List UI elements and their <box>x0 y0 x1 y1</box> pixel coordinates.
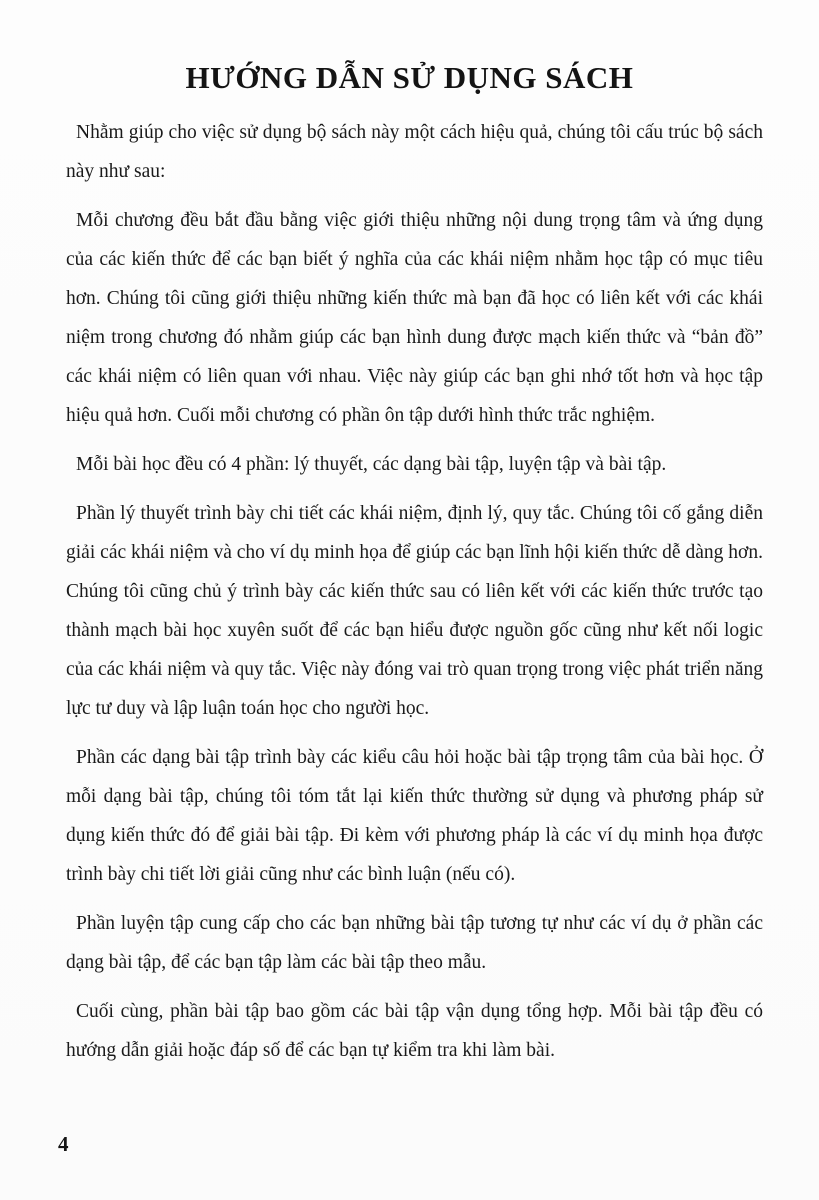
paragraph-practice: Phần luyện tập cung cấp cho các bạn những bài tập tương tự như các ví dụ ở phần các dạng bài tập, để các bạn tập làm các bài tập theo mẫu. <box>66 913 763 973</box>
paragraph-theory: Phần lý thuyết trình bày chi tiết các khái niệm, định lý, quy tắc. Chúng tôi cố gắng diễn giải các khái niệm và cho ví dụ minh họa để giúp các bạn lĩnh hội kiến thức dễ dàng hơn. Chúng tôi cũng chủ ý trình bày các kiến thức sau có liên kết với các kiến thức trước tạo thành mạch bài học xuyên suốt để các bạn hiểu được nguồn gốc cũng như kết nối logic của các khái niệm và quy tắc. Việc này đóng vai trò quan trọng trong việc phát triển năng lực tư duy và lập luận toán học cho người học. <box>66 503 763 719</box>
paragraph-exercises: Cuối cùng, phần bài tập bao gồm các bài tập vận dụng tổng hợp. Mỗi bài tập đều có hướng dẫn giải hoặc đáp số để các bạn tự kiểm tra khi làm bài. <box>66 1001 763 1061</box>
paragraph-exercise-types: Phần các dạng bài tập trình bày các kiểu câu hỏi hoặc bài tập trọng tâm của bài học. Ở mỗi dạng bài tập, chúng tôi tóm tắt lại kiến thức thường sử dụng và phương pháp sử dụng kiến thức đó để giải bài tập. Đi kèm với phương pháp là các ví dụ minh họa được trình bày chi tiết lời giải cũng như các bình luận (nếu có). <box>66 747 763 885</box>
body-text <box>66 113 763 1080</box>
paragraph-lesson-parts: Mỗi bài học đều có 4 phần: lý thuyết, các dạng bài tập, luyện tập và bài tập. <box>76 454 667 475</box>
page-number: 4 <box>58 1132 69 1156</box>
paragraph-intro: Nhằm giúp cho việc sử dụng bộ sách này một cách hiệu quả, chúng tôi cấu trúc bộ sách này như sau: <box>66 122 763 182</box>
paragraph-chapter-structure: Mỗi chương đều bắt đầu bằng việc giới thiệu những nội dung trọng tâm và ứng dụng của các kiến thức để các bạn biết ý nghĩa của các khái niệm nhằm học tập có mục tiêu hơn. Chúng tôi cũng giới thiệu những kiến thức mà bạn đã học có liên kết với các khái niệm trong chương đó nhằm giúp các bạn hình dung được mạch kiến thức và “bản đồ” các khái niệm có liên quan với nhau. Việc này giúp các bạn ghi nhớ tốt hơn và học tập hiệu quả hơn. Cuối mỗi chương có phần ôn tập dưới hình thức trắc nghiệm. <box>66 210 763 426</box>
page-title: HƯỚNG DẪN SỬ DỤNG SÁCH <box>185 60 634 95</box>
